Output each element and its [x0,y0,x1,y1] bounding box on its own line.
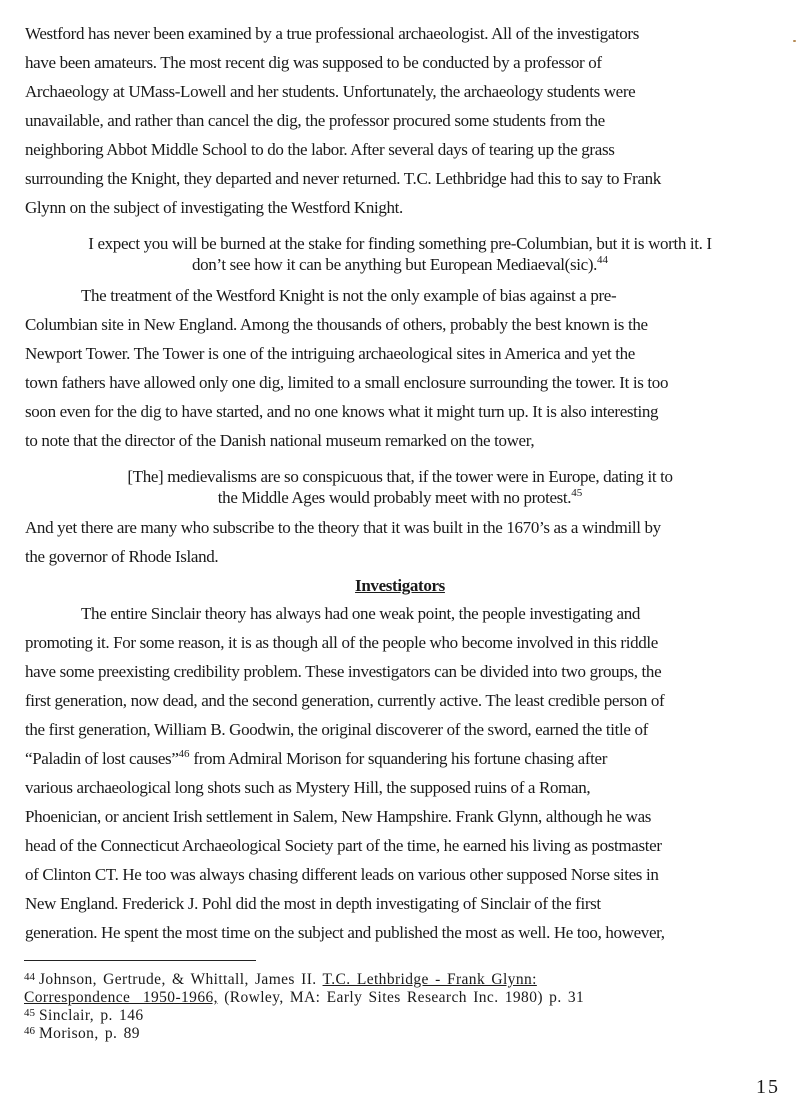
text-line: Westford has never been examined by a true professional archaeologist. All of the investigators [25,24,640,43]
quote-line [0,255,800,275]
text-line: And yet there are many who subscribe to the theory that it was built in the 1670’s as a windmill by [25,518,661,537]
text-line: neighboring Abbot Middle School to do the labor. After several days of tearing up the grass [25,140,615,159]
text-line: Archaeology at UMass-Lowell and her students. Unfortunately, the archaeology students were [25,82,636,101]
text-line: Glynn on the subject of investigating the Westford Knight. [25,198,403,217]
quote-line: I expect you will be burned at the stake for finding something pre-Columbian, but it is worth it. I [88,234,712,253]
text-line: soon even for the dig to have started, and no one knows what it might turn up. It is also interesting [25,402,659,421]
page-number: 15 [756,1076,780,1098]
text-line: The entire Sinclair theory has always had one weak point, the people investigating and [81,604,641,623]
text-continuation: from Admiral Morison for squandering his fortune chasing after [189,749,608,768]
text-line: surrounding the Knight, they departed and never returned. T.C. Lethbridge had this to say to Frank [25,169,661,188]
footnote-text: Sinclair, p. 146 [39,1007,144,1024]
footnote-44 [24,971,537,989]
quote-text: don’t see how it can be anything but European Mediaeval(sic). [191,255,598,274]
text-line: of Clinton CT. He too was always chasing different leads on various other supposed Norse sites in [25,865,659,884]
footnote-title: Correspondence 1950-1966, [24,989,218,1006]
section-heading-investigators: Investigators [355,576,445,595]
text-line: town fathers have allowed only one dig, limited to a small enclosure surrounding the tower. It is too [25,373,669,392]
footnote-45 [24,1007,144,1025]
quote-line: [The] medievalisms are so conspicuous that, if the tower were in Europe, dating it to [127,467,673,486]
text-line: first generation, now dead, and the second generation, currently active. The least credible person of [25,691,665,710]
quote-line [0,488,800,508]
text-line: Phoenician, or ancient Irish settlement in Salem, New Hampshire. Frank Glynn, although he was [25,807,652,826]
text-line: The treatment of the Westford Knight is not the only example of bias against a pre- [81,286,617,305]
footnote-44-cont [24,989,584,1007]
footnote-separator [24,960,256,961]
scan-artifact [793,40,796,42]
text-line: promoting it. For some reason, it is as though all of the people who become involved in this riddle [25,633,658,652]
text-line: unavailable, and rather than cancel the dig, the professor procured some students from the [25,111,605,130]
footnote-46 [24,1025,140,1043]
text-line: New England. Frederick J. Pohl did the most in depth investigating of Sinclair of the first [25,894,601,913]
footnote-ref-46[interactable]: 46 [178,748,190,760]
text-line [25,749,607,769]
text-line: the first generation, William B. Goodwin, the original discoverer of the sword, earned the title of [25,720,648,739]
text-line: head of the Connecticut Archaeological Society part of the time, he earned his living as postmaster [25,836,662,855]
text-line: Columbian site in New England. Among the thousands of others, probably the best known is the [25,315,648,334]
footnote-publication: (Rowley, MA: Early Sites Research Inc. 1980) p. 31 [224,989,585,1006]
text-line: to note that the director of the Danish national museum remarked on the tower, [25,431,535,450]
quote-text: the Middle Ages would probably meet with no protest. [217,488,572,507]
text-line: generation. He spent the most time on the subject and published the most as well. He too, however, [25,923,665,942]
quoted-title: “Paladin of lost causes” [25,749,179,768]
text-line: various archaeological long shots such as Mystery Hill, the supposed ruins of a Roman, [25,778,591,797]
footnote-title: T.C. Lethbridge - Frank Glynn: [322,971,537,988]
footnote-number: 44 [24,971,35,983]
footnote-authors: Johnson, Gertrude, & Whittall, James II. [39,971,317,988]
footnote-number: 45 [24,1007,35,1019]
footnote-ref-45[interactable]: 45 [571,487,583,499]
text-line: Newport Tower. The Tower is one of the intriguing archaeological sites in America and yet the [25,344,635,363]
text-line: the governor of Rhode Island. [25,547,219,566]
footnote-text: Morison, p. 89 [39,1025,140,1042]
text-line: have some preexisting credibility problem. These investigators can be divided into two groups, the [25,662,662,681]
footnote-number: 46 [24,1025,35,1037]
footnote-ref-44[interactable]: 44 [597,254,609,266]
text-line: have been amateurs. The most recent dig was supposed to be conducted by a professor of [25,53,602,72]
